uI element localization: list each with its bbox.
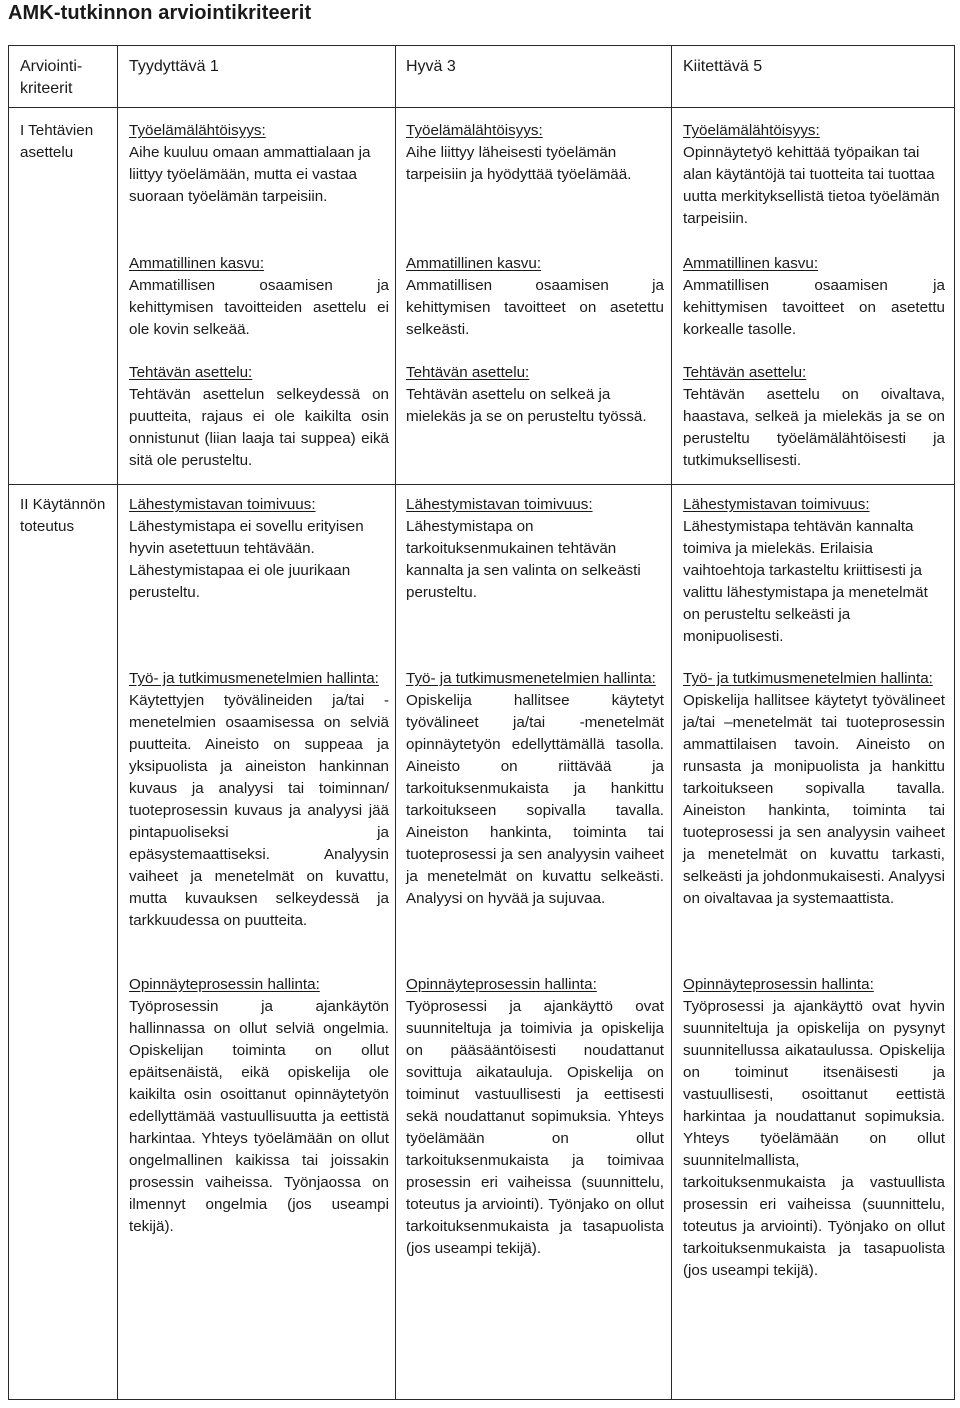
criterion-heading: Opinnäyteprosessin hallinta:: [683, 976, 874, 993]
criterion-cell: [406, 362, 664, 428]
criterion-text: Lähestymistapa on tarkoituksenmukainen tehtävän kannalta ja sen valinta on selkeästi perusteltu.: [406, 518, 641, 601]
criterion-cell: [406, 253, 664, 341]
header-divider: [8, 107, 955, 108]
criterion-heading: Lähestymistavan toimivuus:: [683, 496, 870, 513]
column-divider: [671, 45, 672, 1400]
criterion-cell: [683, 494, 945, 648]
criterion-text: Lähestymistapa tehtävän kannalta toimiva ja mielekäs. Erilaisia vaihtoehtoja tarkasteltu kriittisesti ja valittu lähestymistapa ja menetelmät on perusteltu selkeästi ja monipuolisesti.: [683, 518, 928, 645]
criterion-heading: Tehtävän asettelu:: [406, 364, 530, 381]
criterion-cell: [683, 974, 945, 1282]
criterion-cell: [406, 668, 664, 910]
criterion-text: Opinnäytetyö kehittää työpaikan tai alan käytäntöjä tai tuotteita tai tuottaa uutta merkityksellistä tietoa työelämän tarpeisiin.: [683, 144, 940, 227]
criterion-heading: Työ- ja tutkimusmenetelmien hallinta:: [683, 670, 933, 687]
criterion-heading: Tehtävän asettelu:: [683, 364, 807, 381]
criterion-cell: [129, 253, 389, 341]
criterion-text: Työprosessin ja ajankäytön hallinnassa on ollut selviä ongelmia. Opiskelijan toiminta on ollut epäitsenäistä, eikä opiskelija ole kaikilta osin osoittanut opinnäytetyön edellyttämää vastuullisuutta ja eettistä harkintaa. Yhteys työelämään on ollut ongelmallinen kaikissa tai joissakin prosessin vaiheissa. Työnjaossa on ilmennyt ongelmia (jos useampi tekijä).: [129, 998, 389, 1235]
criterion-text: Tehtävän asettelu on selkeä ja mielekäs ja se on perusteltu työssä.: [406, 386, 647, 425]
header-criteria: Arviointi- kriteerit: [20, 58, 83, 97]
criterion-heading: Opinnäyteprosessin hallinta:: [406, 976, 597, 993]
criterion-cell: [129, 668, 389, 932]
header-grade-1: Tyydyttävä 1: [129, 58, 219, 75]
criterion-text: Tehtävän asettelun selkeydessä on puutteita, rajaus ei ole kaikilta osin onnistunut (liian laaja tai suppea) eikä sitä ole perusteltu.: [129, 386, 389, 469]
criterion-heading: Ammatillinen kasvu:: [129, 255, 265, 272]
criterion-heading: Lähestymistavan toimivuus:: [406, 496, 593, 513]
header-grade-3: Hyvä 3: [406, 58, 456, 75]
criterion-text: Lähestymistapa ei sovellu erityisen hyvin asetettuun tehtävään. Lähestymistapaa ei ole juurikaan perusteltu.: [129, 518, 364, 601]
criterion-cell: [129, 362, 389, 472]
criterion-heading: Työ- ja tutkimusmenetelmien hallinta:: [129, 670, 379, 687]
criterion-heading: Ammatillinen kasvu:: [406, 255, 542, 272]
criterion-cell: [683, 668, 945, 910]
criterion-cell: [129, 494, 389, 604]
criterion-cell: [129, 120, 389, 208]
criterion-heading: Opinnäyteprosessin hallinta:: [129, 976, 320, 993]
criterion-cell: [683, 120, 945, 230]
criterion-text: Aihe kuuluu omaan ammattialaan ja liittyy työelämään, mutta ei vastaa suoraan työelämän tarpeisiin.: [129, 144, 371, 205]
criterion-heading: Työelämälähtöisyys:: [683, 122, 820, 139]
criterion-text: Opiskelija hallitsee käytetyt työvälineet ja/tai -menetelmät opinnäytetyön edellyttämällä tasolla. Aineisto on riittävää ja tarkoituksenmukaista ja hankittu tarkoitukseen sopivalla tavalla. Aineiston hankinta, toiminta tai tuoteprosessi ja sen analyysin vaiheet ja menetelmät on kuvattu selkeästi. Analyysi on hyvää ja sujuvaa.: [406, 692, 664, 907]
page-title: AMK-tutkinnon arviointikriteerit: [8, 2, 312, 24]
criterion-cell: [406, 974, 664, 1260]
criterion-heading: Työ- ja tutkimusmenetelmien hallinta:: [406, 670, 656, 687]
criterion-cell: [406, 494, 664, 604]
criterion-text: Aihe liittyy läheisesti työelämän tarpeisiin ja hyödyttää työelämää.: [406, 144, 632, 183]
criterion-heading: Lähestymistavan toimivuus:: [129, 496, 316, 513]
criterion-text: Käytettyjen työvälineiden ja/tai -menetelmien osaamisessa on selviä puutteita. Aineisto on suppeaa ja yksipuolista ja aineiston hankinnan kuvaus ja analyysi tai toiminnan/ tuoteprosessin kuvaus ja analyysi jää pintapuoliseksi ja epäsystemaattiseksi. Analyysin vaiheet ja menetelmät on kuvattu, mutta kuvauksen selkeydessä ja tarkkuudessa on puutteita.: [129, 692, 389, 929]
section-divider: [8, 484, 955, 485]
column-divider: [395, 45, 396, 1400]
criterion-text: Työprosessi ja ajankäyttö ovat hyvin suunniteltuja ja opiskelija on pysynyt suunnitellussa aikataulussa. Opiskelija on toiminut itsenäisesti ja vastuullisesti, osoittanut eettistä harkintaa ja noudattanut sopimuksia. Yhteys työelämään on ollut suunnitelmallista, tarkoituksenmukaista ja vastuullista prosessin eri vaiheissa (suunnittelu, toteutus ja arviointi). Työnjako on ollut tarkoituksenmukaista ja tasapuolista (jos useampi tekijä).: [683, 998, 945, 1279]
criterion-cell: [406, 120, 664, 186]
header-grade-5: Kiitettävä 5: [683, 58, 763, 75]
criterion-text: Ammatillisen osaamisen ja kehittymisen tavoitteet on asetettu korkealle tasolle.: [683, 277, 945, 338]
criterion-text: Työprosessi ja ajankäyttö ovat suunniteltuja ja toimivia ja opiskelija on pääsääntöisesti noudattanut sovittuja aikatauluja. Opiskelija on toiminut vastuullisesti ja eettisesti sekä noudattanut sopimuksia. Yhteys työelämään on ollut tarkoituksenmukaista ja toimivaa prosessin eri vaiheissa (suunnittelu, toteutus ja arviointi). Työnjako on ollut tarkoituksenmukaista ja tasapuolista (jos useampi tekijä).: [406, 998, 664, 1257]
section-label-2: II Käytännön toteutus: [20, 496, 106, 535]
criterion-text: Ammatillisen osaamisen ja kehittymisen tavoitteiden asettelu ei ole kovin selkeää.: [129, 277, 389, 338]
criterion-cell: [683, 253, 945, 341]
criterion-heading: Työelämälähtöisyys:: [129, 122, 266, 139]
criterion-heading: Tehtävän asettelu:: [129, 364, 253, 381]
criterion-text: Tehtävän asettelu on oivaltava, haastava, selkeä ja mielekäs ja se on perusteltu työelämälähtöisesti ja tutkimuksellisesti.: [683, 386, 945, 469]
criterion-heading: Ammatillinen kasvu:: [683, 255, 819, 272]
criterion-heading: Työelämälähtöisyys:: [406, 122, 543, 139]
criterion-cell: [129, 974, 389, 1238]
criterion-cell: [683, 362, 945, 472]
section-label-1: I Tehtävien asettelu: [20, 122, 94, 161]
criterion-text: Ammatillisen osaamisen ja kehittymisen tavoitteet on asetettu selkeästi.: [406, 277, 664, 338]
criterion-text: Opiskelija hallitsee käytetyt työvälineet ja/tai –menetelmät tai tuoteprosessin ammattilaisen tavoin. Aineisto on runsasta ja monipuolista ja hankittu tarkoitukseen sopivalla tavalla. Aineiston hankinta, toiminta tai tuoteprosessi ja sen analyysin vaiheet ja menetelmät on kuvattu tarkasti, selkeästi ja johdonmukaisesti. Analyysi on oivaltavaa ja systemaattista.: [683, 692, 945, 907]
column-divider: [117, 45, 118, 1400]
